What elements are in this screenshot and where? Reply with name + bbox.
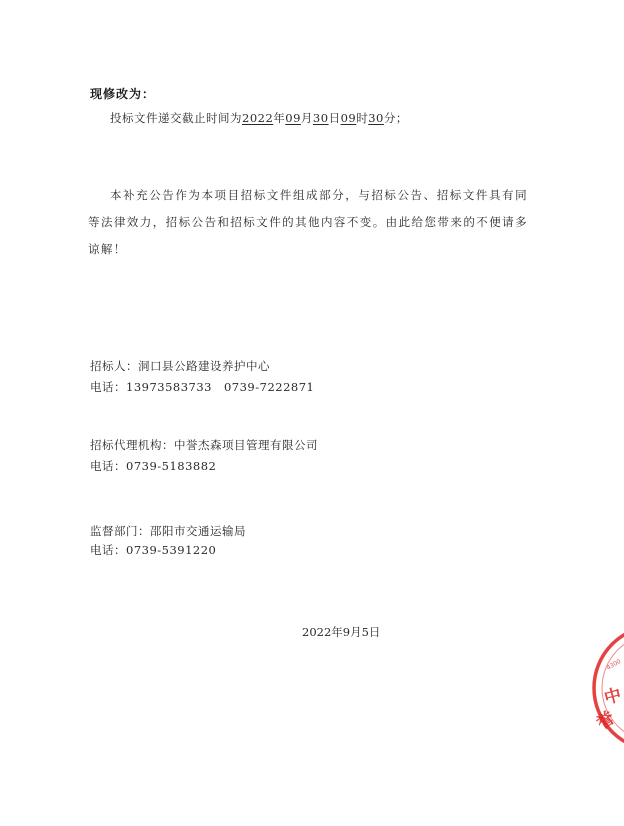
deadline-month-unit: 月: [300, 111, 313, 125]
deadline-day-unit: 日: [328, 111, 341, 125]
deadline-hour-unit: 时: [356, 111, 369, 125]
agency-line: 招标代理机构：中誉杰森项目管理有限公司: [90, 438, 318, 452]
agency-phone: 电话：0739-5183882: [90, 459, 217, 473]
svg-text:中: 中: [602, 685, 624, 709]
official-seal-icon: [588, 618, 624, 758]
svg-text:誉: 誉: [593, 707, 619, 735]
deadline-hour: 09: [340, 111, 357, 125]
deadline-month: 09: [285, 111, 301, 125]
deadline-line: [110, 110, 408, 126]
supervisor-line: 监督部门：邵阳市交通运输局: [90, 524, 246, 538]
svg-text:4300: 4300: [605, 658, 623, 672]
deadline-minute-unit: 分；: [383, 111, 408, 125]
tenderer-line: 招标人：洞口县公路建设养护中心: [90, 359, 270, 373]
issue-date: 2022年9月5日: [302, 625, 381, 639]
deadline-year-unit: 年: [273, 111, 286, 125]
supervisor-phone: 电话：0739-5391220: [90, 543, 217, 557]
supplement-paragraph: 本补充公告作为本项目招标文件组成部分，与招标公告、招标文件具有同等法律效力，招标公告和招标文件的其他内容不变。由此给您带来的不便请多谅解！: [88, 188, 528, 256]
heading: 现修改为：: [90, 87, 156, 101]
deadline-prefix: 投标文件递交截止时间为: [110, 111, 242, 125]
deadline-day: 30: [312, 111, 329, 125]
deadline-year: 2022: [242, 111, 274, 125]
deadline-minute: 30: [368, 111, 384, 125]
tenderer-phone: 电话：13973583733 0739-7222871: [90, 380, 315, 394]
